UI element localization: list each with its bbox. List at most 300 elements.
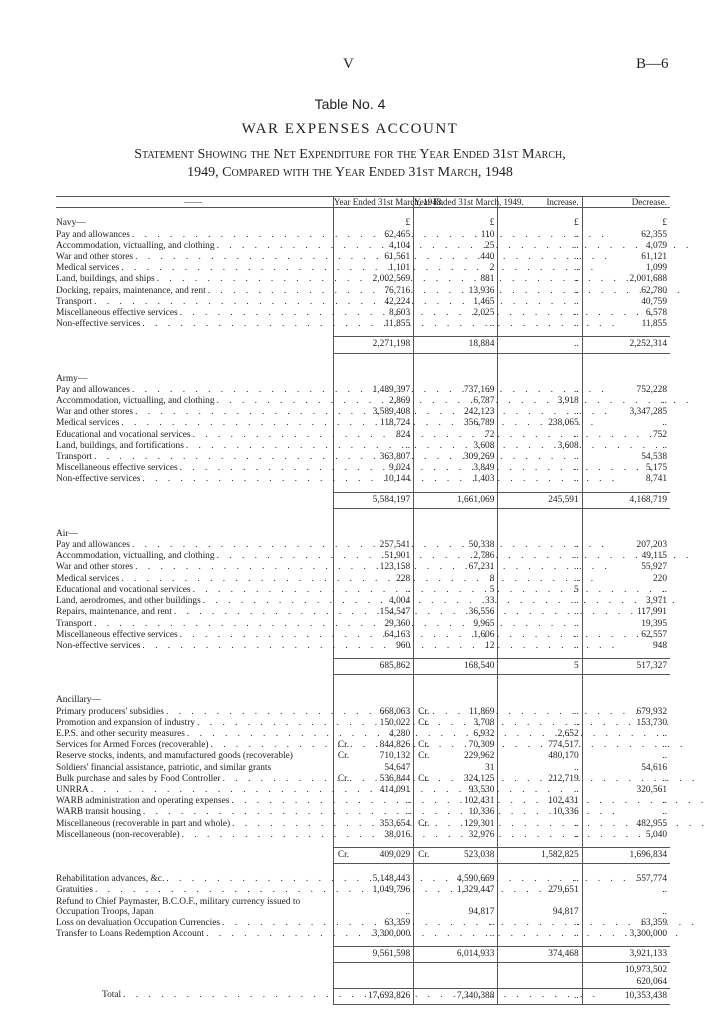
value-1949: .. xyxy=(414,918,498,929)
table-row xyxy=(56,441,670,452)
subtotal-1949: 6,014,933 xyxy=(414,947,498,963)
value-increase: .. xyxy=(498,819,582,830)
value-decrease: 55,927 xyxy=(582,562,670,573)
credit-marker: Cr. xyxy=(337,849,350,860)
value-decrease: 62,355 xyxy=(582,230,670,241)
value-decrease: 11,855 xyxy=(582,319,670,330)
value-1949: 1,403 xyxy=(414,474,498,485)
value-1949: .. xyxy=(414,929,498,940)
row-description: Non-effective services . . . xyxy=(56,474,333,485)
value-1948: 353,654 xyxy=(333,819,413,830)
value-1948: 2,002,569 xyxy=(333,274,413,285)
value-1948: Cr. 536,844 xyxy=(333,774,413,785)
value-increase: 480,170 xyxy=(498,751,582,762)
value-1949: 36,556 xyxy=(414,607,498,618)
value-decrease: .. xyxy=(582,729,670,740)
value-1948: 2,869 xyxy=(333,396,413,407)
spacer-cell xyxy=(56,508,333,529)
row-description: Miscellaneous (recoverable in part and whole) . . . xyxy=(56,819,333,830)
value-1949: 737,169 xyxy=(414,385,498,396)
value-increase: .. xyxy=(498,641,582,652)
table-row xyxy=(56,751,670,762)
spacer-cell xyxy=(333,208,413,219)
value-1948: 54,647 xyxy=(333,763,413,774)
table-body xyxy=(56,208,670,1005)
value-decrease: .. xyxy=(582,740,670,751)
spacer-row xyxy=(56,675,670,696)
value-decrease: 3,971 xyxy=(582,596,670,607)
value-1948: 63,359 xyxy=(333,918,413,929)
spacer-cell xyxy=(56,864,333,875)
value-decrease: 5,040 xyxy=(582,830,670,841)
subtotal-1949: 168,540 xyxy=(414,659,498,675)
value-1948: 960 xyxy=(333,641,413,652)
table-row xyxy=(56,596,670,607)
value-1949: Cr. 70,309 xyxy=(414,740,498,751)
currency-increase: £ xyxy=(498,218,582,229)
col-increase: Increase. xyxy=(498,197,582,208)
value-increase: .. xyxy=(498,463,582,474)
value-1949: 440 xyxy=(414,252,498,263)
currency-1948: £ xyxy=(333,218,413,229)
table-row xyxy=(56,885,670,896)
row-description: Medical services . . . xyxy=(56,263,333,274)
spacer-cell xyxy=(414,864,498,875)
table-row xyxy=(56,707,670,718)
currency-decrease xyxy=(582,695,670,706)
currency-decrease xyxy=(582,374,670,385)
value-1948: 29,360 xyxy=(333,619,413,630)
value-1948: 257,541 xyxy=(333,540,413,551)
section-heading-row xyxy=(56,695,670,706)
credit-marker: Cr. xyxy=(418,751,430,762)
value-increase: .. xyxy=(498,241,582,252)
value-increase: .. xyxy=(498,551,582,562)
value-increase: .. xyxy=(498,619,582,630)
value-decrease: .. xyxy=(582,418,670,429)
value-decrease: 557,774 xyxy=(582,874,670,885)
credit-marker: Cr. xyxy=(418,818,430,829)
table-title: WAR EXPENSES ACCOUNT xyxy=(241,121,459,137)
row-description: Land, buildings, and fortifications . . . xyxy=(56,441,333,452)
spacer-cell xyxy=(56,675,333,696)
value-1948: Cr. 710,132 xyxy=(333,751,413,762)
total-decrease: 10,353,438 xyxy=(582,988,670,1004)
value-1949: 8 xyxy=(414,574,498,585)
value-increase: 212,719 xyxy=(498,774,582,785)
table-row xyxy=(56,819,670,830)
value-1948: 1,101 xyxy=(333,263,413,274)
row-description: Gratuities . . . xyxy=(56,885,333,896)
row-description: Accommodation, victualling, and clothing . . . xyxy=(56,241,333,252)
row-description: Rehabilitation advances, &c. . . . xyxy=(56,874,333,885)
table-row xyxy=(56,230,670,241)
value-decrease: .. xyxy=(582,796,670,807)
value-1948: 414,091 xyxy=(333,785,413,796)
spacer-cell xyxy=(498,508,582,529)
row-description: Navy— xyxy=(56,218,86,229)
value-1949: 1,329,447 xyxy=(414,885,498,896)
row-description: Pay and allowances . . . xyxy=(56,230,333,241)
value-1949: 3,849 xyxy=(414,463,498,474)
currency-1949 xyxy=(414,529,498,540)
spacer-cell xyxy=(582,353,670,374)
value-decrease: .. xyxy=(582,396,670,407)
war-expenses-table xyxy=(56,196,670,1005)
subtotal-increase: 245,591 xyxy=(498,492,582,508)
currency-1949 xyxy=(414,374,498,385)
row-description: Non-effective services . . . xyxy=(56,319,333,330)
credit-marker: Cr. xyxy=(337,740,350,751)
value-1949: 10,336 xyxy=(414,807,498,818)
currency-decrease: £ xyxy=(582,218,670,229)
value-increase: .. xyxy=(498,286,582,297)
value-1949: 93,530 xyxy=(414,785,498,796)
spacer-cell xyxy=(56,208,333,219)
section-letter: V xyxy=(343,56,354,72)
value-1949: Cr. 129,301 xyxy=(414,819,498,830)
subtitle-line-1: Statement Showing the Net Expenditure for the Year Ended 31st March, xyxy=(134,147,566,162)
value-increase: .. xyxy=(498,308,582,319)
value-1948: 3,589,408 xyxy=(333,407,413,418)
value-decrease: 482,955 xyxy=(582,819,670,830)
spacer-row xyxy=(56,208,670,219)
value-1949: 67,231 xyxy=(414,562,498,573)
value-increase: .. xyxy=(498,263,582,274)
value-increase: .. xyxy=(498,274,582,285)
value-1948: 118,724 xyxy=(333,418,413,429)
row-description: Educational and vocational services . . . xyxy=(56,585,333,596)
col-decrease: Decrease. xyxy=(582,197,670,208)
table-row xyxy=(56,918,670,929)
currency-1949: £ xyxy=(414,218,498,229)
table-row xyxy=(56,740,670,751)
value-1949: 50,338 xyxy=(414,540,498,551)
credit-marker: Cr. xyxy=(418,717,430,728)
spacer-cell xyxy=(582,208,670,219)
total-increase: .. xyxy=(498,988,582,1004)
subtotal-1949: 18,884 xyxy=(414,337,498,353)
value-decrease: 6,578 xyxy=(582,308,670,319)
row-description: Miscellaneous effective services . . . xyxy=(56,308,333,319)
value-1948: 76,716 xyxy=(333,286,413,297)
value-increase: .. xyxy=(498,562,582,573)
subtotal-1949: 1,661,069 xyxy=(414,492,498,508)
table-row xyxy=(56,286,670,297)
value-1949: 1,606 xyxy=(414,630,498,641)
value-1948: 1,489,397 xyxy=(333,385,413,396)
table-row xyxy=(56,874,670,885)
spacer-cell xyxy=(498,353,582,374)
currency-1949 xyxy=(414,695,498,706)
value-1948: Cr. 844,826 xyxy=(333,740,413,751)
value-1949: 13,936 xyxy=(414,286,498,297)
value-increase: .. xyxy=(498,607,582,618)
row-description: Miscellaneous (non-recoverable) . . . xyxy=(56,830,333,841)
spacer-cell xyxy=(333,508,413,529)
value-1948: 123,158 xyxy=(333,562,413,573)
value-1949: 25 xyxy=(414,241,498,252)
table-row xyxy=(56,929,670,940)
value-1948: .. xyxy=(333,441,413,452)
table-row xyxy=(56,897,670,918)
row-description: Bulk purchase and sales by Food Controller . . . xyxy=(56,774,333,785)
value-1949: 12 xyxy=(414,641,498,652)
value-decrease: 153,730 xyxy=(582,718,670,729)
value-decrease: 61,121 xyxy=(582,252,670,263)
table-row xyxy=(56,607,670,618)
value-increase: .. xyxy=(498,929,582,940)
subtotal-row xyxy=(56,492,670,508)
value-decrease: 62,557 xyxy=(582,630,670,641)
blank-1949 xyxy=(414,963,498,988)
value-increase: .. xyxy=(498,474,582,485)
row-description: Non-effective services . . . xyxy=(56,641,333,652)
value-decrease: 3,300,000 xyxy=(582,929,670,940)
table-row xyxy=(56,574,670,585)
section-heading-row xyxy=(56,374,670,385)
row-description: Educational and vocational services . . . xyxy=(56,430,333,441)
value-decrease: 2,001,688 xyxy=(582,274,670,285)
value-1949: 3,608 xyxy=(414,441,498,452)
table-row xyxy=(56,263,670,274)
less-increase: 620,064 xyxy=(636,976,667,987)
subtotal-decrease: 2,252,314 xyxy=(582,337,670,353)
value-decrease: .. xyxy=(582,897,670,918)
row-description: Loss on devaluation Occupation Currencies . . . xyxy=(56,918,333,929)
subtotal-row xyxy=(56,337,670,353)
row-description: Transport . . . xyxy=(56,619,333,630)
currency-decrease xyxy=(582,529,670,540)
value-1949: Cr. 229,962 xyxy=(414,751,498,762)
row-description: Transport . . . xyxy=(56,297,333,308)
row-description: Pay and allowances . . . xyxy=(56,385,333,396)
value-decrease: 63,359 xyxy=(582,918,670,929)
spacer-cell xyxy=(333,353,413,374)
col-1949: Year Ended 31st March, 1949. xyxy=(414,197,524,207)
row-description: Army— xyxy=(56,373,88,384)
value-1948: .. xyxy=(333,585,413,596)
subtotal-label xyxy=(56,492,333,508)
table-row xyxy=(56,474,670,485)
spacer-cell xyxy=(56,353,333,374)
table-row xyxy=(56,729,670,740)
subtotal-1948: Cr. 409,029 xyxy=(333,847,413,863)
table-row xyxy=(56,452,670,463)
value-1949: 881 xyxy=(414,274,498,285)
value-1949: 31 xyxy=(414,763,498,774)
table-row xyxy=(56,274,670,285)
table-row xyxy=(56,830,670,841)
table-row xyxy=(56,641,670,652)
row-description: Ancillary— xyxy=(56,695,101,706)
row-description: Refund to Chief Paymaster, B.C.O.F., military currency issued to Occupation Troops, Japan xyxy=(56,896,301,918)
col-description: —— xyxy=(56,197,333,208)
value-1949: 110 xyxy=(414,230,498,241)
credit-marker: Cr. xyxy=(418,740,430,751)
subtotal-1948: 685,862 xyxy=(333,659,413,675)
decrease-adjustments xyxy=(582,963,670,988)
value-decrease: 207,203 xyxy=(582,540,670,551)
value-1949: .. xyxy=(414,319,498,330)
row-description: Medical services . . . xyxy=(56,418,333,429)
value-decrease: 752,228 xyxy=(582,385,670,396)
table-row xyxy=(56,418,670,429)
subtitle-line-2: 1949, Compared with the Year Ended 31st March, 1948 xyxy=(187,165,513,180)
value-increase: 279,651 xyxy=(498,885,582,896)
table-row xyxy=(56,585,670,596)
value-1948: .. xyxy=(333,796,413,807)
credit-marker: Cr. xyxy=(418,849,430,860)
value-decrease: 40,759 xyxy=(582,297,670,308)
blank-increase xyxy=(498,963,582,988)
value-1949: 32,976 xyxy=(414,830,498,841)
total-label: Total . . . xyxy=(56,988,333,1004)
row-description: War and other stores . . . xyxy=(56,562,333,573)
table-row xyxy=(56,252,670,263)
value-increase: .. xyxy=(498,230,582,241)
spacer-cell xyxy=(582,675,670,696)
value-decrease: 62,780 xyxy=(582,286,670,297)
value-decrease: 4,079 xyxy=(582,241,670,252)
subtotal-1949: Cr. 523,038 xyxy=(414,847,498,863)
table-row xyxy=(56,430,670,441)
value-1948: 38,016 xyxy=(333,830,413,841)
table-row xyxy=(56,463,670,474)
blank-cell xyxy=(56,963,333,988)
decrease-adjustment-row xyxy=(56,963,670,988)
spacer-cell xyxy=(582,864,670,875)
value-1948: 3,300,000 xyxy=(333,929,413,940)
value-increase: 238,065 xyxy=(498,418,582,429)
value-increase: .. xyxy=(498,718,582,729)
value-increase: 5 xyxy=(498,585,582,596)
credit-marker: Cr. xyxy=(418,773,430,784)
value-1949: 2,025 xyxy=(414,308,498,319)
value-increase: .. xyxy=(498,430,582,441)
spacer-row xyxy=(56,353,670,374)
row-description: Repairs, maintenance, and rent . . . xyxy=(56,607,333,618)
value-1948: .. xyxy=(333,807,413,818)
table-row xyxy=(56,407,670,418)
value-increase: .. xyxy=(498,630,582,641)
table-row xyxy=(56,396,670,407)
row-description: War and other stores . . . xyxy=(56,252,333,263)
value-increase: .. xyxy=(498,252,582,263)
value-decrease: 752 xyxy=(582,430,670,441)
subtotal-row xyxy=(56,947,670,963)
value-1948: 61,561 xyxy=(333,252,413,263)
value-increase: .. xyxy=(498,540,582,551)
currency-increase xyxy=(498,695,582,706)
value-1948: 51,901 xyxy=(333,551,413,562)
value-1949: Cr. 3,708 xyxy=(414,718,498,729)
subtotal-increase: .. xyxy=(498,337,582,353)
value-1949: 242,123 xyxy=(414,407,498,418)
value-increase: .. xyxy=(498,918,582,929)
total-1949: 7,340,388 xyxy=(414,988,498,1004)
table-row xyxy=(56,540,670,551)
subtotal-increase: 5 xyxy=(498,659,582,675)
row-description: Air— xyxy=(56,528,78,539)
row-description: E.P.S. and other security measures . . . xyxy=(56,729,333,740)
value-increase: .. xyxy=(498,297,582,308)
value-increase: 10,336 xyxy=(498,807,582,818)
table-row xyxy=(56,774,670,785)
row-description: Services for Armed Forces (recoverable) . . . xyxy=(56,740,333,751)
spacer-cell xyxy=(498,208,582,219)
value-1949: 33 xyxy=(414,596,498,607)
row-description: Medical services . . . xyxy=(56,574,333,585)
section-heading-row xyxy=(56,218,670,229)
value-1948: 1,049,796 xyxy=(333,885,413,896)
currency-1948 xyxy=(333,695,413,706)
value-increase: .. xyxy=(498,385,582,396)
value-decrease: 54,538 xyxy=(582,452,670,463)
value-decrease: .. xyxy=(582,751,670,762)
value-decrease: 49,115 xyxy=(582,551,670,562)
value-increase: 3,608 xyxy=(498,441,582,452)
spacer-cell xyxy=(498,675,582,696)
subtotal-label xyxy=(56,659,333,675)
row-description: War and other stores . . . xyxy=(56,407,333,418)
value-1948: .. xyxy=(333,897,413,918)
subtotal-increase: 374,468 xyxy=(498,947,582,963)
value-decrease: 679,932 xyxy=(582,707,670,718)
value-1949: 2,786 xyxy=(414,551,498,562)
value-decrease: 5,175 xyxy=(582,463,670,474)
table-row xyxy=(56,308,670,319)
value-decrease: 948 xyxy=(582,641,670,652)
row-description: Miscellaneous effective services . . . xyxy=(56,463,333,474)
subtotal-decrease: 3,921,133 xyxy=(582,947,670,963)
value-1949: 1,465 xyxy=(414,297,498,308)
value-1949: 4,590,669 xyxy=(414,874,498,885)
value-1948: 824 xyxy=(333,430,413,441)
value-1948: 42,224 xyxy=(333,297,413,308)
table-row xyxy=(56,619,670,630)
value-1948: 668,063 xyxy=(333,707,413,718)
spacer-cell xyxy=(414,353,498,374)
value-decrease: 220 xyxy=(582,574,670,585)
row-description: Transfer to Loans Redemption Account . . . xyxy=(56,929,333,940)
row-description: Transport . . . xyxy=(56,452,333,463)
value-increase: 94,817 xyxy=(498,897,582,918)
value-1948: 4,104 xyxy=(333,241,413,252)
subtotal-decrease: 1,696,834 xyxy=(582,847,670,863)
row-description: Accommodation, victualling, and clothing . . . xyxy=(56,551,333,562)
value-1948: 8,603 xyxy=(333,308,413,319)
row-description: WARB administration and operating expenses . . . xyxy=(56,796,333,807)
credit-marker: Cr. xyxy=(337,751,350,762)
credit-marker: Cr. xyxy=(337,773,350,784)
value-increase: 2,652 xyxy=(498,729,582,740)
value-increase: .. xyxy=(498,596,582,607)
credit-marker: Cr. xyxy=(418,706,430,717)
value-1949: 356,789 xyxy=(414,418,498,429)
value-decrease: 1,099 xyxy=(582,263,670,274)
value-1949: 6,932 xyxy=(414,729,498,740)
value-increase: .. xyxy=(498,830,582,841)
value-decrease: 19,395 xyxy=(582,619,670,630)
row-description: Primary producers' subsidies . . . xyxy=(56,707,333,718)
spacer-row xyxy=(56,508,670,529)
value-1948: 11,855 xyxy=(333,319,413,330)
value-1948: 150,022 xyxy=(333,718,413,729)
subtotal-decrease: 4,168,719 xyxy=(582,492,670,508)
section-heading-row xyxy=(56,529,670,540)
value-increase: .. xyxy=(498,874,582,885)
